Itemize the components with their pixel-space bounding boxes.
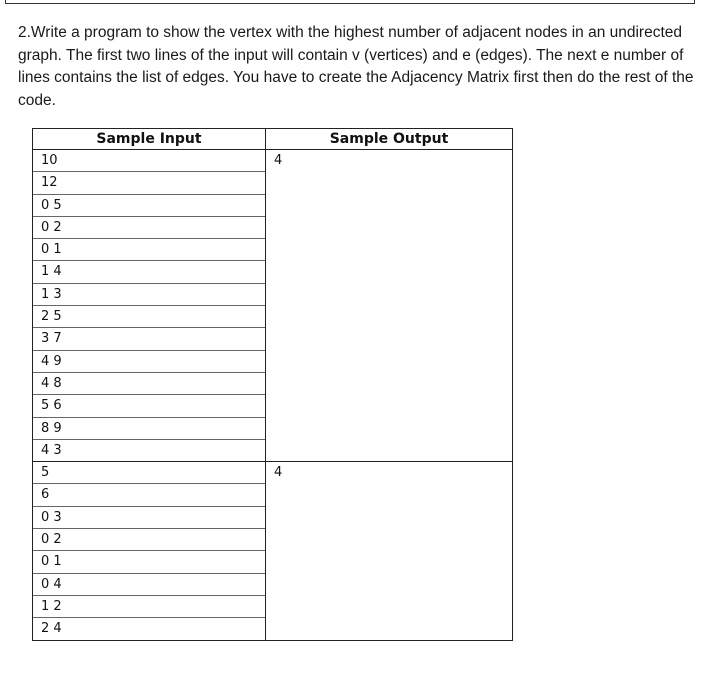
input-line: 5 6 <box>33 395 265 417</box>
input-line: 0 4 <box>33 574 265 596</box>
input-line: 4 8 <box>33 373 265 395</box>
top-frame-border <box>5 0 695 4</box>
input-line: 1 4 <box>33 261 265 283</box>
input-line: 0 1 <box>33 239 265 261</box>
input-line: 10 <box>33 150 265 172</box>
output-value: 4 <box>274 153 283 168</box>
sample-input-cell <box>33 462 266 640</box>
problem-statement: 2.Write a program to show the vertex with the highest number of adjacent nodes in an undirected graph. The first two lines of the input will contain v (vertices) and e (edges). The next e number of lines contains the list of edges. You have to create the Adjacency Matrix first then do the rest of the code. <box>18 24 694 109</box>
input-line: 1 2 <box>33 596 265 618</box>
input-line: 4 3 <box>41 442 62 458</box>
sample-input-cell <box>33 150 266 462</box>
sample-io-table <box>32 128 513 641</box>
input-line: 5 <box>33 462 265 484</box>
input-line: 0 3 <box>33 507 265 529</box>
input-line: 2 4 <box>41 621 62 637</box>
input-line: 1 3 <box>33 284 265 306</box>
test-case-row <box>33 462 513 640</box>
output-value: 4 <box>274 465 283 481</box>
input-line: 0 1 <box>33 551 265 573</box>
input-line: 0 5 <box>33 195 265 217</box>
sample-output-cell <box>266 150 513 462</box>
input-line: 4 9 <box>33 351 265 373</box>
input-line: 12 <box>33 172 265 194</box>
input-line: 3 7 <box>33 328 265 350</box>
input-line: 2 5 <box>33 306 265 328</box>
input-line: 0 2 <box>33 217 265 239</box>
table-header-row <box>33 129 513 150</box>
test-cases <box>33 150 513 641</box>
sample-output-cell <box>266 462 513 640</box>
input-line: 8 9 <box>33 418 265 440</box>
sample-output-header: Sample Output <box>266 129 513 150</box>
input-line: 6 <box>33 484 265 506</box>
sample-input-header: Sample Input <box>33 129 266 150</box>
test-case-row <box>33 150 513 462</box>
input-line: 0 2 <box>33 529 265 551</box>
